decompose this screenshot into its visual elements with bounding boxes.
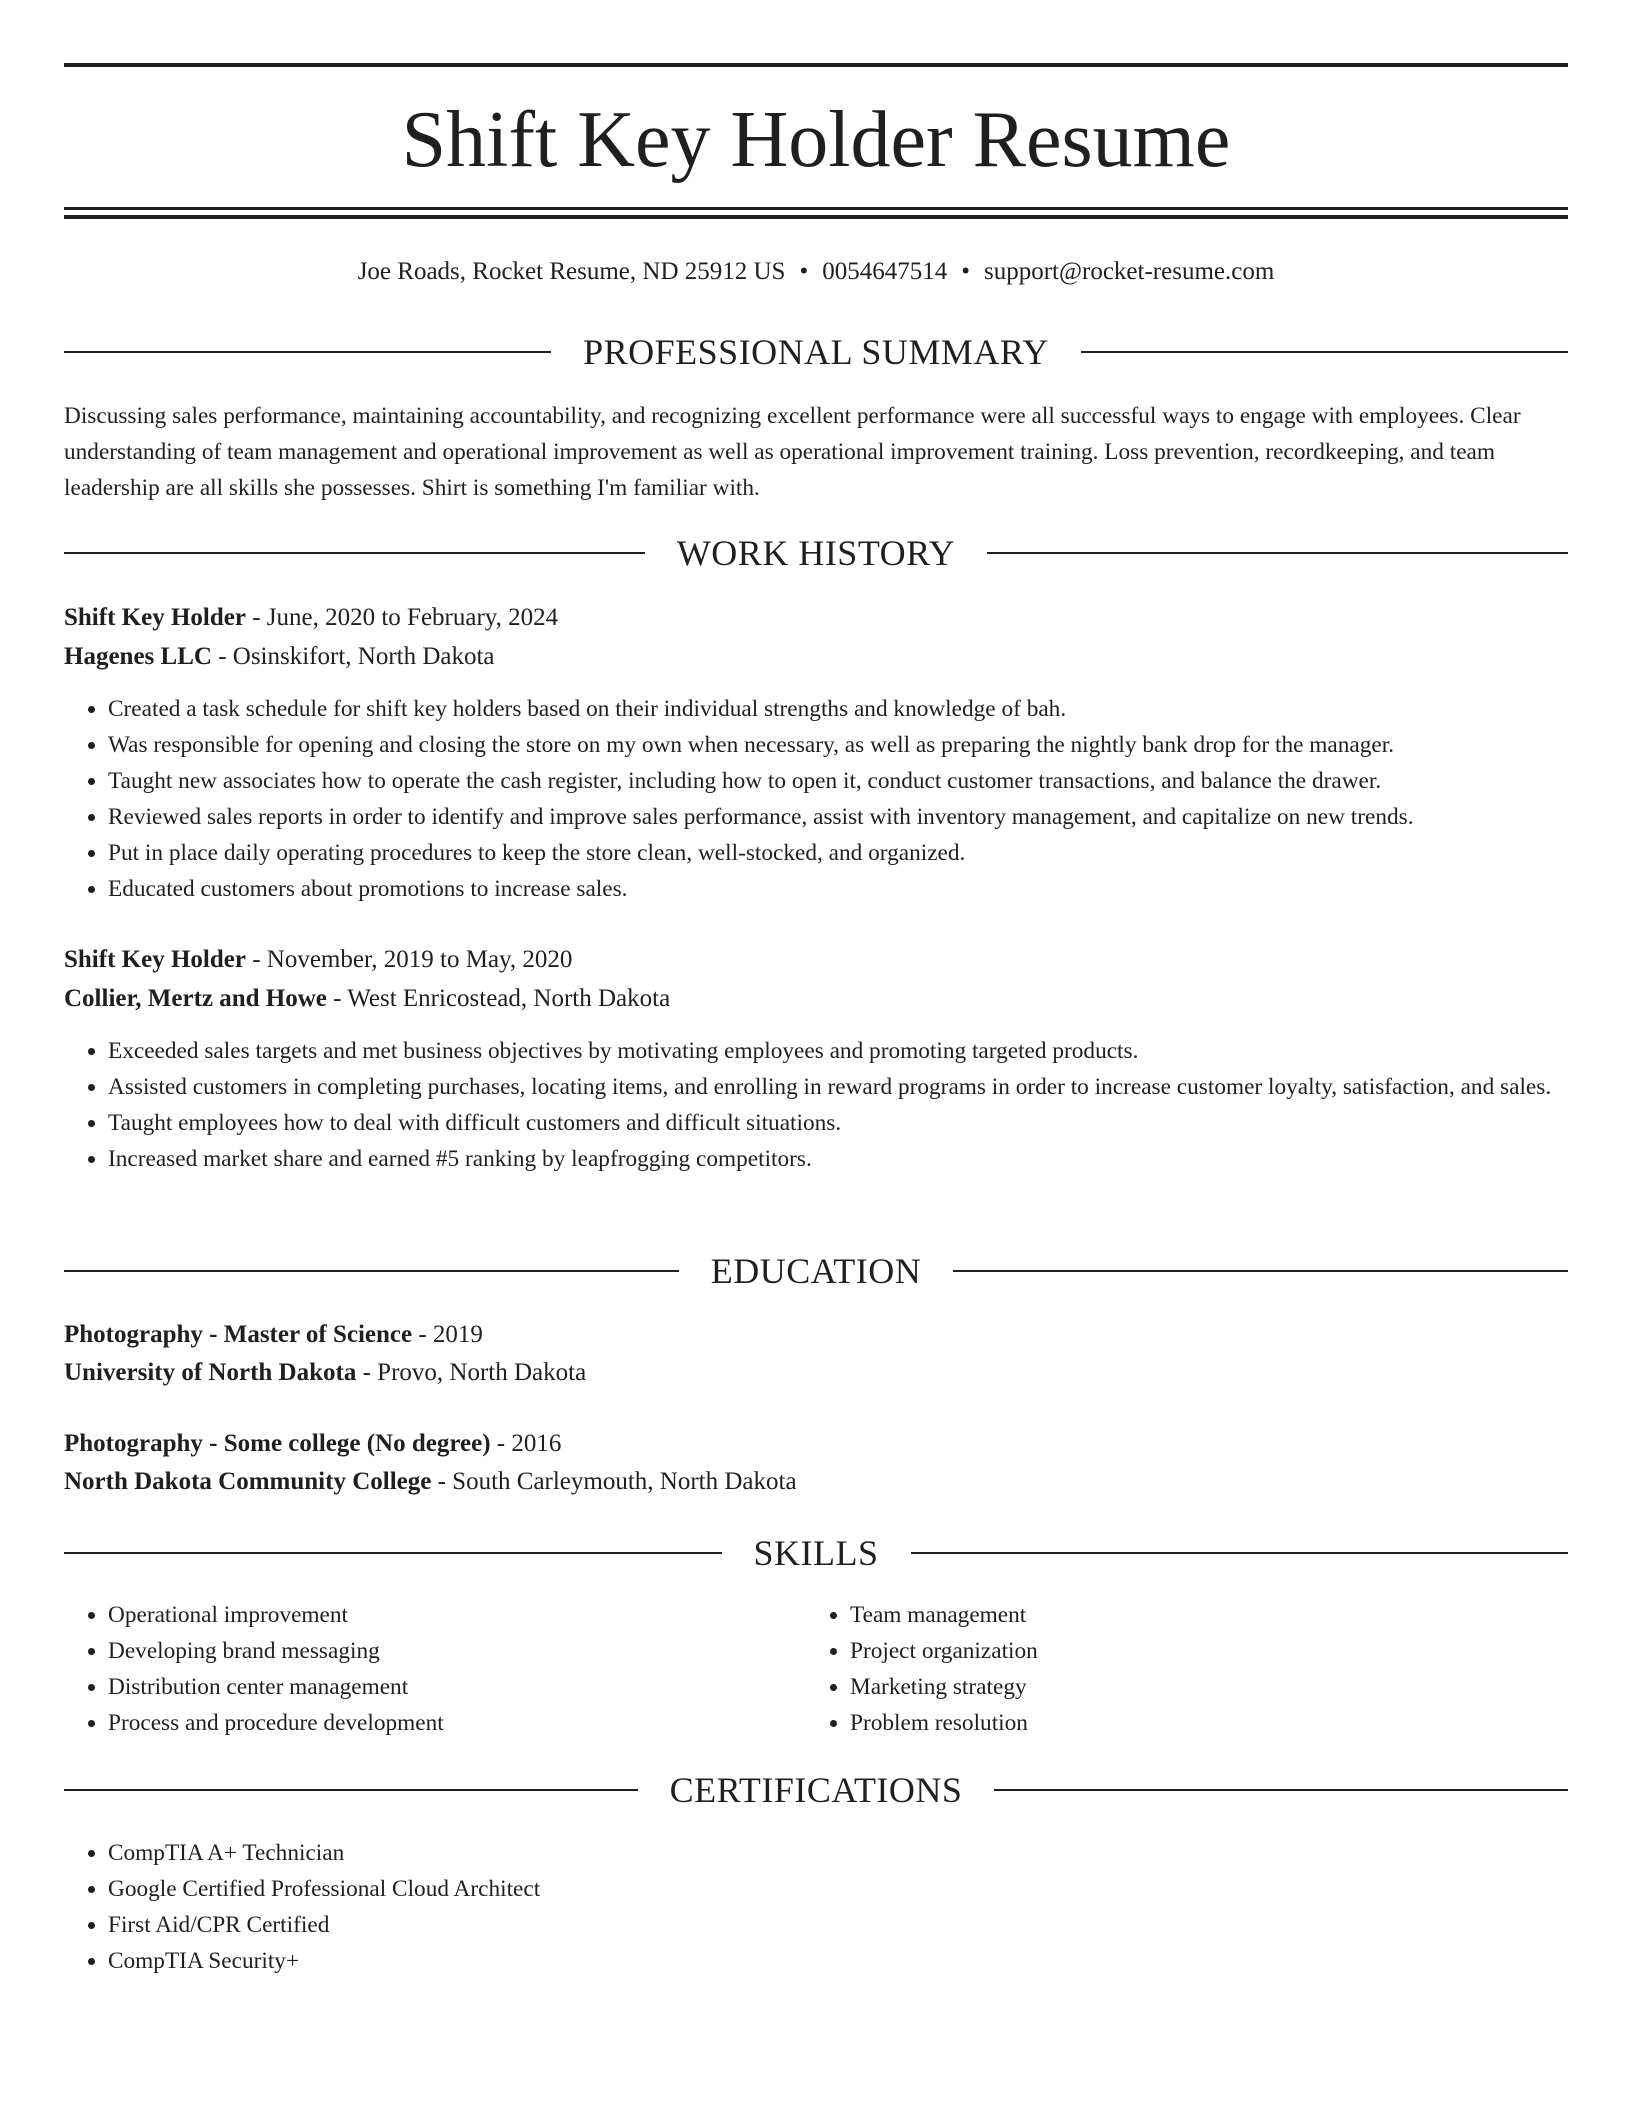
section-title-education: EDUCATION — [710, 1251, 922, 1291]
list-item: • Problem resolution — [850, 1705, 1550, 1741]
list-item: • Exceeded sales targets and met business objectives by motivating employees and promoting targeted products. — [108, 1033, 1612, 1069]
job-2-company-line — [64, 979, 670, 1019]
job-2-dates: - November, 2019 to May, 2020 — [245, 946, 573, 973]
list-item: • Taught new associates how to operate the cash register, including how to open it, conduct customer transactions, and balance the drawer. — [108, 763, 1612, 799]
job-1-bullets — [64, 691, 1612, 907]
certifications-list — [64, 1835, 1612, 1979]
job-2-bullets — [64, 1033, 1612, 1177]
title-bottom-rule-thin — [64, 207, 1568, 210]
list-item: • Team management — [850, 1597, 1550, 1633]
list-item: • CompTIA A+ Technician — [108, 1835, 1612, 1871]
section-rule-right — [987, 552, 1568, 554]
section-rule-right — [1081, 351, 1568, 353]
education-1-degree-line — [64, 1315, 483, 1355]
education-1-school: University of North Dakota — [64, 1359, 357, 1386]
contact-address: Joe Roads, Rocket Resume, ND 25912 US — [357, 258, 786, 285]
section-rule-left — [64, 351, 551, 353]
section-header-work — [64, 531, 1568, 575]
job-2-location: - West Enricostead, North Dakota — [326, 985, 671, 1012]
contact-separator: • — [961, 258, 970, 285]
section-title-certifications: CERTIFICATIONS — [669, 1770, 963, 1810]
section-rule-left — [64, 1789, 638, 1791]
list-item: • Was responsible for opening and closing the store on my own when necessary, as well as preparing the nightly bank drop for the manager. — [108, 727, 1612, 763]
skills-list-left — [64, 1597, 808, 1741]
job-1-dates: - June, 2020 to February, 2024 — [245, 604, 559, 631]
job-1-title-line — [64, 598, 558, 638]
section-header-skills — [64, 1531, 1568, 1575]
list-item: • Increased market share and earned #5 ranking by leapfrogging competitors. — [108, 1141, 1612, 1177]
section-title-work: WORK HISTORY — [676, 533, 956, 573]
section-header-summary — [64, 330, 1568, 374]
education-1-degree: Photography - Master of Science — [64, 1321, 413, 1348]
job-1-location: - Osinskifort, North Dakota — [211, 643, 495, 670]
list-item: • Operational improvement — [108, 1597, 808, 1633]
education-1-year: - 2019 — [412, 1321, 483, 1348]
section-title-skills: SKILLS — [753, 1533, 879, 1573]
section-rule-right — [911, 1552, 1569, 1554]
summary-text: Discussing sales performance, maintaining accountability, and recognizing excellent performance were all successful ways to engage with employees. Clear understanding of team management and operational improvement as well as operational improvement training. Loss prevention, recordkeeping, and team leadership are all skills she possesses. Shirt is something I'm familiar with. — [64, 403, 1521, 501]
contact-email: support@rocket-resume.com — [983, 258, 1275, 285]
list-item: • First Aid/CPR Certified — [108, 1907, 1612, 1943]
list-item: • CompTIA Security+ — [108, 1943, 1612, 1979]
education-1-school-line — [64, 1353, 586, 1393]
section-header-education — [64, 1249, 1568, 1293]
section-rule-left — [64, 552, 645, 554]
section-rule-right — [953, 1270, 1568, 1272]
list-item: • Project organization — [850, 1633, 1550, 1669]
section-header-certifications — [64, 1768, 1568, 1812]
list-item: • Process and procedure development — [108, 1705, 808, 1741]
education-2-location: - South Carleymouth, North Dakota — [431, 1468, 797, 1495]
job-2-title-line — [64, 940, 572, 980]
job-2-title: Shift Key Holder — [64, 946, 246, 973]
section-rule-right — [994, 1789, 1568, 1791]
list-item: • Marketing strategy — [850, 1669, 1550, 1705]
resume-title: Shift Key Holder Resume — [401, 96, 1231, 184]
list-item: • Educated customers about promotions to increase sales. — [108, 871, 1612, 907]
contact-phone: 0054647514 — [822, 258, 948, 285]
job-2-company: Collier, Mertz and Howe — [64, 985, 327, 1012]
job-1-company: Hagenes LLC — [64, 643, 212, 670]
list-item: • Distribution center management — [108, 1669, 808, 1705]
list-item: • Reviewed sales reports in order to identify and improve sales performance, assist with inventory management, and capitalize on new trends. — [108, 799, 1612, 835]
job-1-title: Shift Key Holder — [64, 604, 246, 631]
education-2-degree: Photography - Some college (No degree) — [64, 1430, 491, 1457]
job-1-company-line — [64, 637, 495, 677]
title-top-rule — [64, 63, 1568, 67]
contact-separator: • — [799, 258, 809, 285]
list-item: • Google Certified Professional Cloud Architect — [108, 1871, 1612, 1907]
title-bottom-rule-thick — [64, 215, 1568, 219]
section-title-summary: PROFESSIONAL SUMMARY — [583, 332, 1049, 372]
section-rule-left — [64, 1270, 679, 1272]
education-2-school-line — [64, 1462, 797, 1502]
list-item: • Taught employees how to deal with difficult customers and difficult situations. — [108, 1105, 1612, 1141]
contact-line — [64, 252, 1568, 292]
list-item: • Created a task schedule for shift key holders based on their individual strengths and knowledge of bah. — [108, 691, 1612, 727]
skills-list-right — [806, 1597, 1550, 1741]
education-1-location: - Provo, North Dakota — [356, 1359, 587, 1386]
education-2-school: North Dakota Community College — [64, 1468, 432, 1495]
section-rule-left — [64, 1552, 722, 1554]
list-item: • Assisted customers in completing purchases, locating items, and enrolling in reward programs in order to increase customer loyalty, satisfaction, and sales. — [108, 1069, 1612, 1105]
list-item: • Put in place daily operating procedures to keep the store clean, well-stocked, and organized. — [108, 835, 1612, 871]
list-item: • Developing brand messaging — [108, 1633, 808, 1669]
education-2-degree-line — [64, 1424, 561, 1464]
education-2-year: - 2016 — [490, 1430, 562, 1457]
